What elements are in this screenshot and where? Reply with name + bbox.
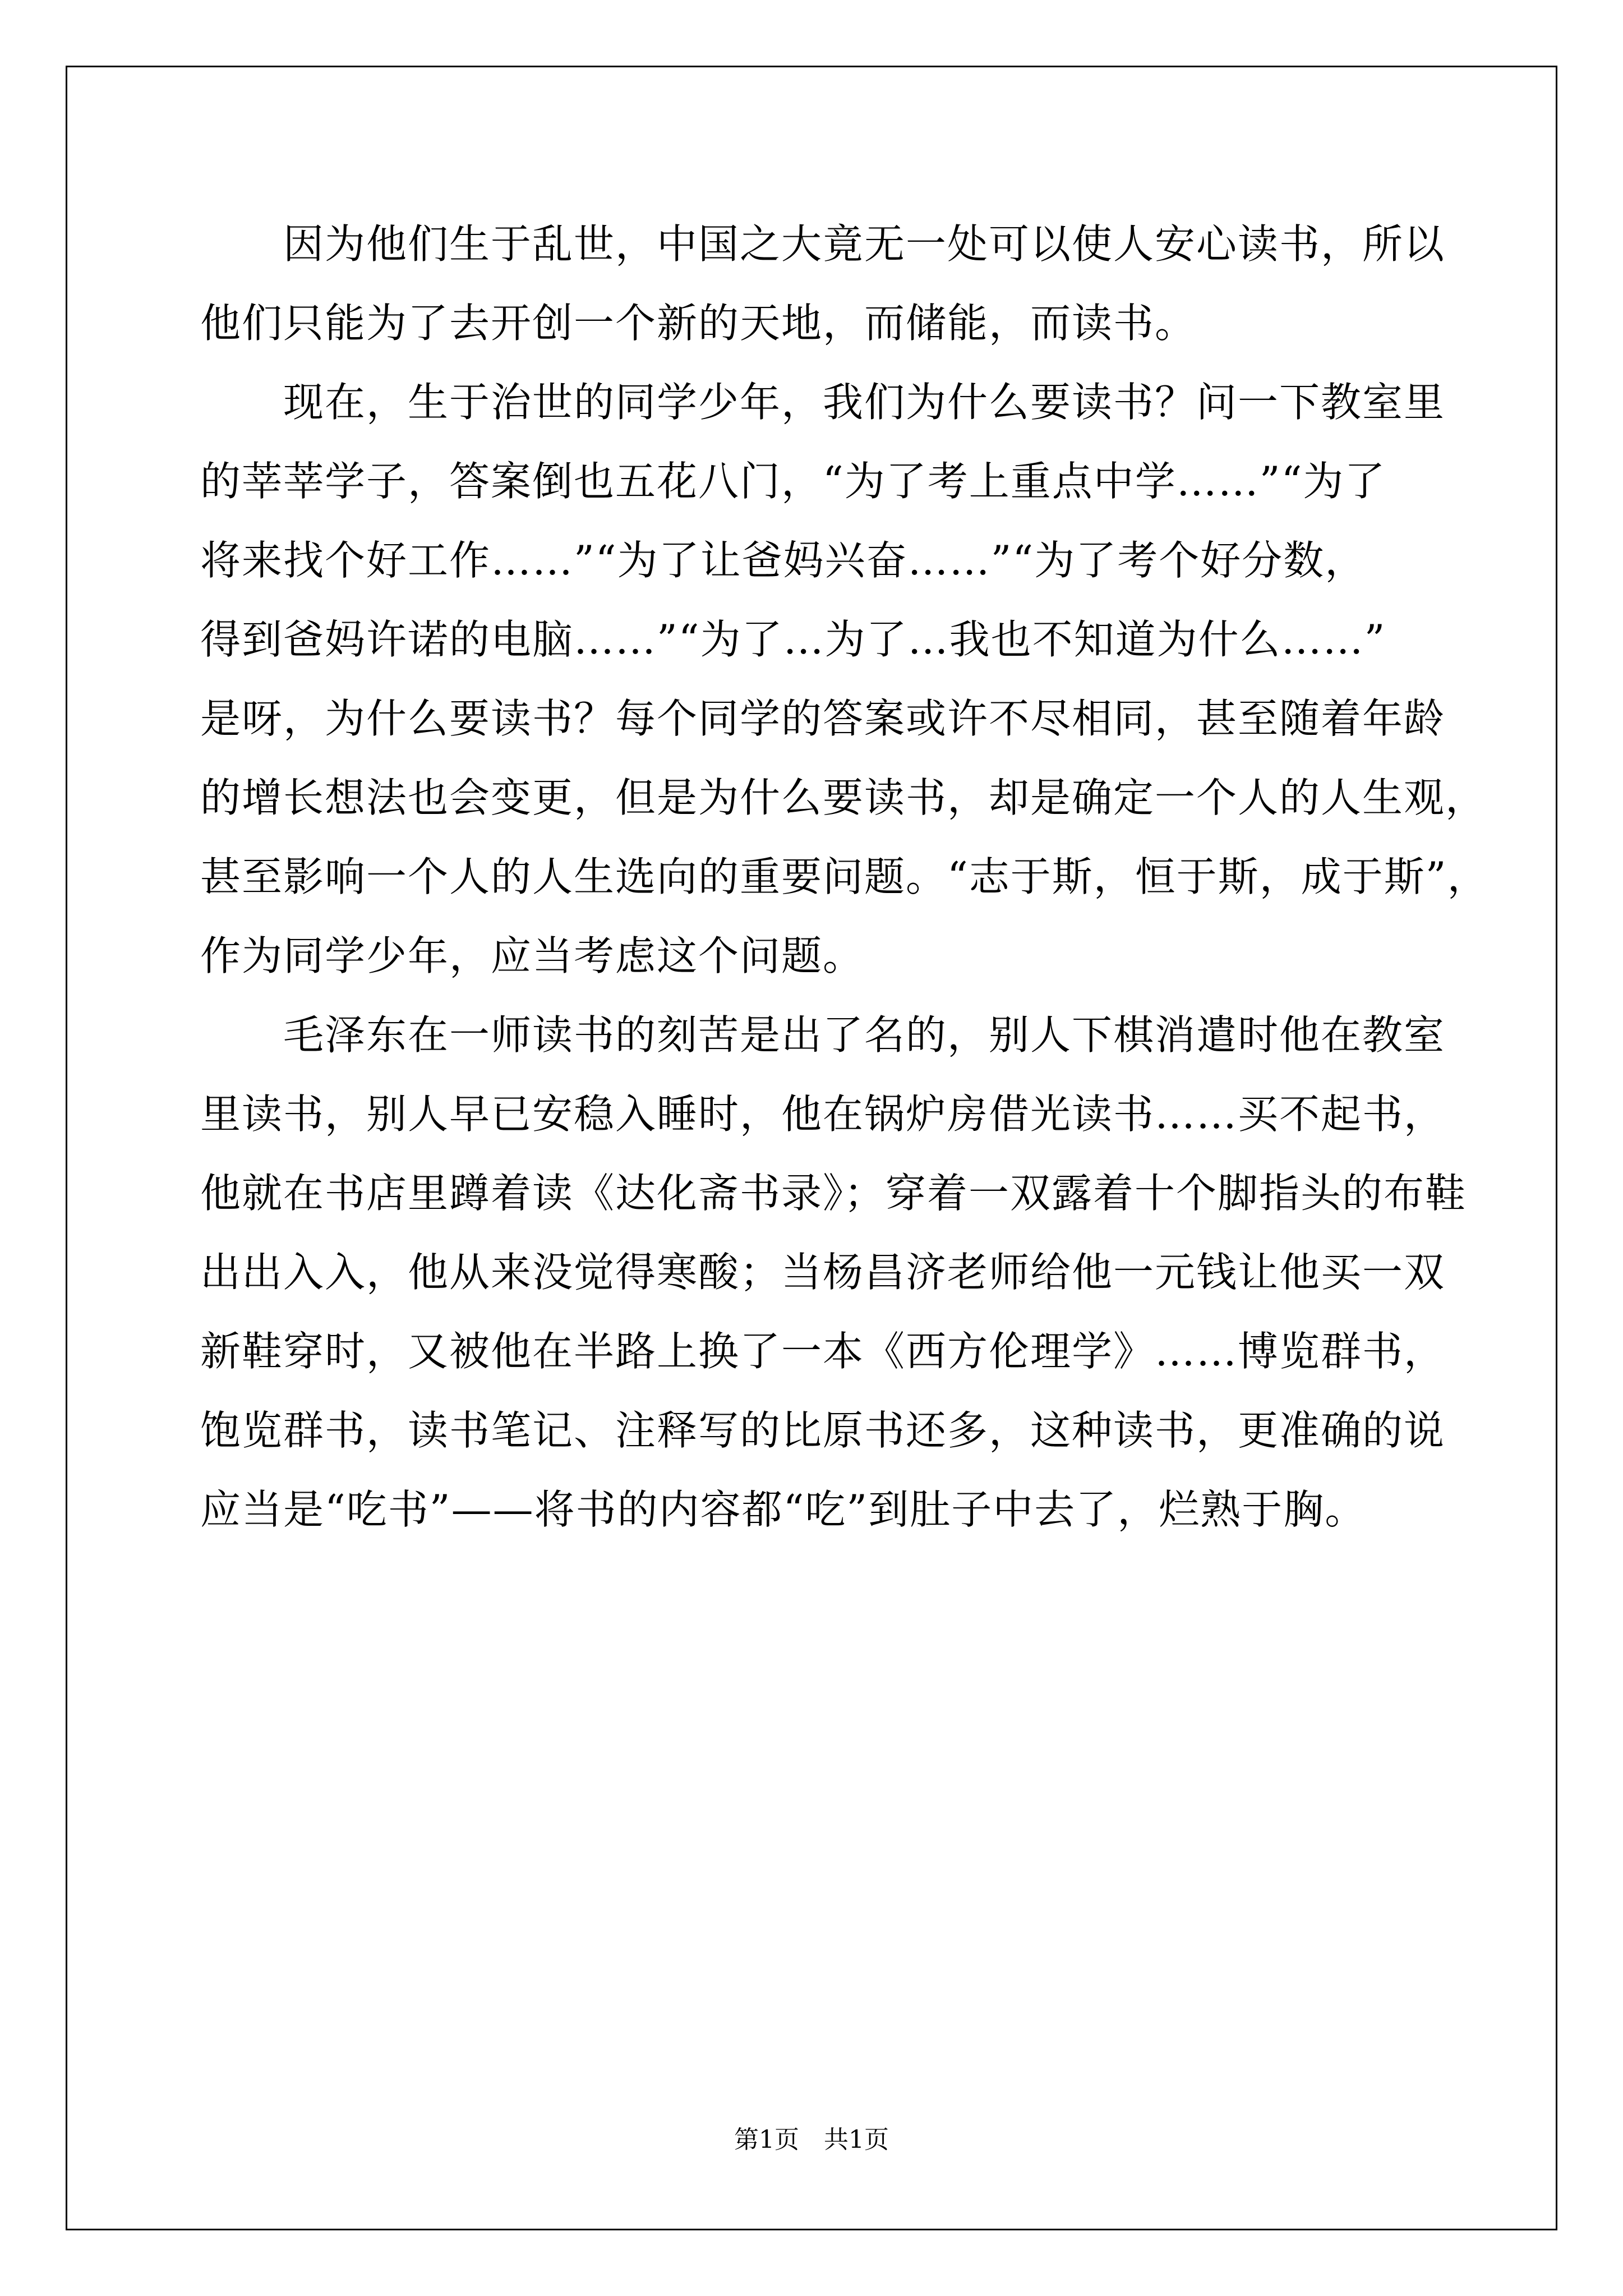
text-line: 里读书，别人早已安稳入睡时，他在锅炉房借光读书……买不起书， (200, 1091, 1446, 1138)
text-line: 现在，生于治世的同学少年，我们为什么要读书？问一下教室里 (200, 379, 1446, 426)
text-line: 新鞋穿时，又被他在半路上换了一本《西方伦理学》……博览群书， (200, 1328, 1446, 1375)
text-line: 饱览群书，读书笔记、注释写的比原书还多，这种读书，更准确的说 (200, 1407, 1446, 1454)
text-line: 的莘莘学子，答案倒也五花八门，“为了考上重点中学……”“为了 (200, 458, 1386, 505)
text-line: 的增长想法也会变更，但是为什么要读书，却是确定一个人的人生观， (200, 774, 1487, 821)
text-line: 得到爸妈许诺的电脑……”“为了…为了…我也不知道为什么……” (200, 616, 1386, 663)
text-line: 作为同学少年，应当考虑这个问题。 (200, 932, 865, 979)
text-line: 他就在书店里蹲着读《达化斋书录》；穿着一双露着十个脚指头的布鞋 (200, 1170, 1467, 1217)
text-line: 出出入入，他从来没觉得寒酸；当杨昌济老师给他一元钱让他买一双 (200, 1249, 1446, 1296)
page-footer: 第1页 共1页 (734, 2125, 889, 2154)
text-line: 因为他们生于乱世，中国之大竟无一处可以使人安心读书，所以 (200, 220, 1446, 268)
text-line: 毛泽东在一师读书的刻苦是出了名的，别人下棋消遣时他在教室 (200, 1011, 1446, 1059)
text-line: 他们只能为了去开创一个新的天地，而储能，而读书。 (200, 300, 1197, 347)
text-line: 甚至影响一个人的人生选向的重要问题。“志于斯，恒于斯，成于斯”， (200, 853, 1489, 900)
text-line: 是呀，为什么要读书？每个同学的答案或许不尽相同，甚至随着年龄 (200, 695, 1446, 742)
text-line: 将来找个好工作……”“为了让爸妈兴奋……”“为了考个好分数， (200, 537, 1367, 584)
text-line: 应当是“吃书”——将书的内容都“吃”到肚子中去了，烂熟于胸。 (200, 1486, 1367, 1533)
